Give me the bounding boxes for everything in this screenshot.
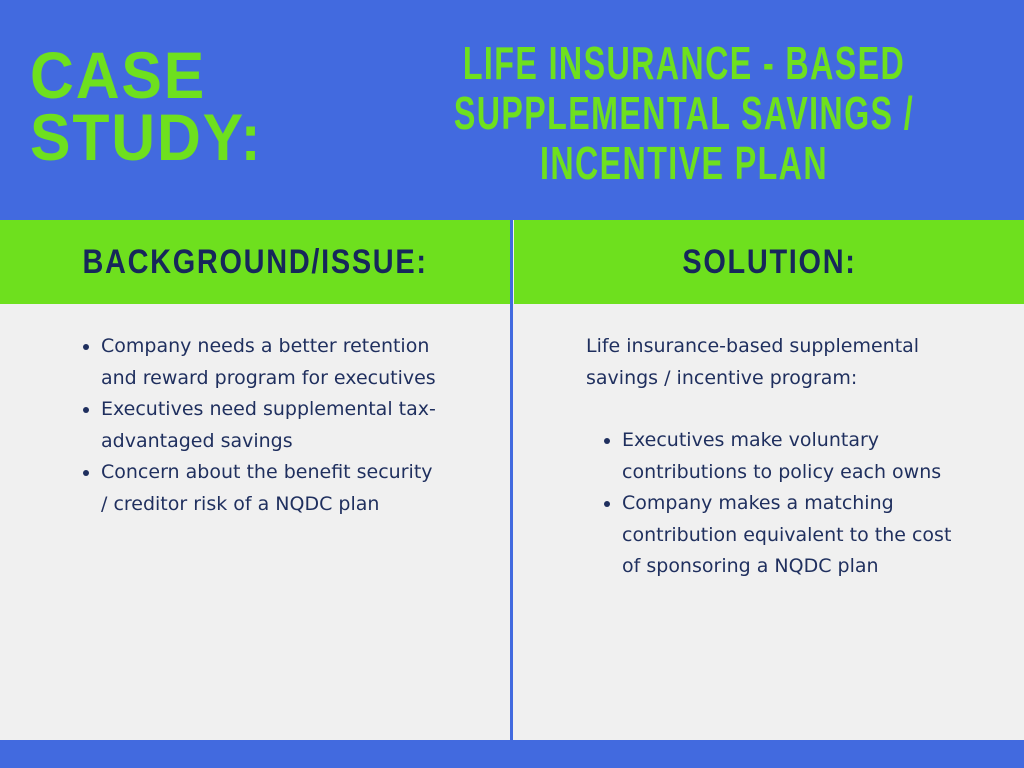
case-study-label: CASE STUDY: [30,38,263,174]
list-item: • Company needs a better retention and reward program for executives [101,331,439,394]
background-heading-band [0,220,510,304]
solution-heading: SOLUTION: [681,242,857,281]
solution-list [600,425,962,583]
background-list [79,331,439,520]
title-line: SUPPLEMENTAL SAVINGS / [453,87,915,139]
background-column [79,331,439,520]
list-item: • Concern about the benefit security / creditor risk of a NQDC plan [101,457,439,520]
title-line: LIFE INSURANCE - BASED [462,37,906,89]
header-banner [0,0,1024,220]
list-item: • Executives make voluntary contributions to policy each owns [622,425,962,488]
page-title [404,38,964,188]
background-heading: BACKGROUND/ISSUE: [82,242,428,281]
solution-heading-band [514,220,1024,304]
solution-column [586,331,986,583]
list-item: • Executives need supplemental tax-advantaged savings [101,394,439,457]
solution-intro: Life insurance-based supplemental savings / incentive program: [586,335,920,389]
list-item: • Company makes a matching contribution equivalent to the cost of sponsoring a NQDC plan [622,488,962,583]
footer-bar [0,740,1024,768]
title-line: INCENTIVE PLAN [540,137,828,189]
column-divider [510,220,513,740]
